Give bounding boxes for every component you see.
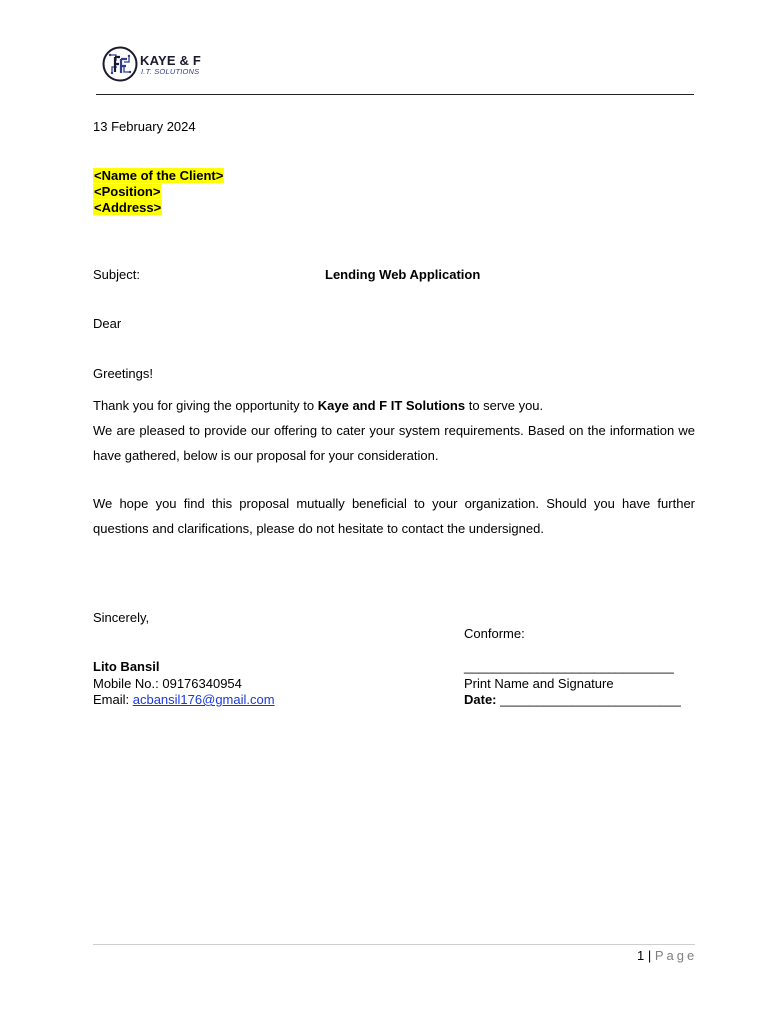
subject-label: Subject: xyxy=(93,267,140,282)
thanks-line xyxy=(93,398,543,413)
header-divider xyxy=(96,94,694,95)
offer-paragraph: We are pleased to provide our offering to cater your system requirements. Based on the information we have gathered, below is our proposal for your consideration. xyxy=(93,423,695,463)
recipient-address-text: <Address> xyxy=(94,200,162,215)
page-number xyxy=(637,948,697,963)
date-label: Date: xyxy=(464,692,497,707)
sign-off: Sincerely, xyxy=(93,610,150,625)
email-link[interactable]: acbansil176@gmail.com xyxy=(132,692,275,707)
print-name-label: Print Name and Signature xyxy=(464,676,614,691)
sender-mobile: Mobile No.: 09176340954 xyxy=(93,676,242,691)
subject-value: Lending Web Application xyxy=(325,267,481,282)
circuit-logo-icon xyxy=(102,45,140,83)
recipient-position-text: <Position> xyxy=(94,184,161,199)
logo-title: KAYE & F xyxy=(140,53,202,68)
recipient-position xyxy=(93,184,161,199)
footer-divider xyxy=(93,944,695,945)
page-word: Page xyxy=(654,948,698,963)
sender-name: Lito Bansil xyxy=(93,659,160,674)
greeting: Greetings! xyxy=(93,366,153,381)
recipient-name-text: <Name of the Client> xyxy=(94,168,224,183)
email-label: Email: xyxy=(93,692,133,707)
letter-date: 13 February 2024 xyxy=(93,119,196,134)
closing-paragraph: We hope you find this proposal mutually beneficial to your organization. Should you have further questions and clarifications, please do not hesitate to contact the undersigned. xyxy=(93,496,695,536)
date-row xyxy=(464,692,681,707)
date-line: _________________________ xyxy=(496,692,681,707)
sender-email-row xyxy=(93,692,275,707)
thanks-prefix: Thank you for giving the opportunity to xyxy=(93,398,318,413)
logo-subtitle: I.T. SOLUTIONS xyxy=(141,67,200,76)
company-logo xyxy=(102,45,202,85)
page-number-value: 1 xyxy=(637,948,645,963)
conforme-label: Conforme: xyxy=(464,626,525,641)
recipient-address xyxy=(93,200,162,215)
page-separator: | xyxy=(644,948,655,963)
thanks-suffix: to serve you. xyxy=(465,398,544,413)
company-name: Kaye and F IT Solutions xyxy=(317,398,466,413)
recipient-name xyxy=(93,168,224,183)
salutation: Dear xyxy=(93,316,122,331)
signature-line: _____________________________ xyxy=(464,659,674,674)
